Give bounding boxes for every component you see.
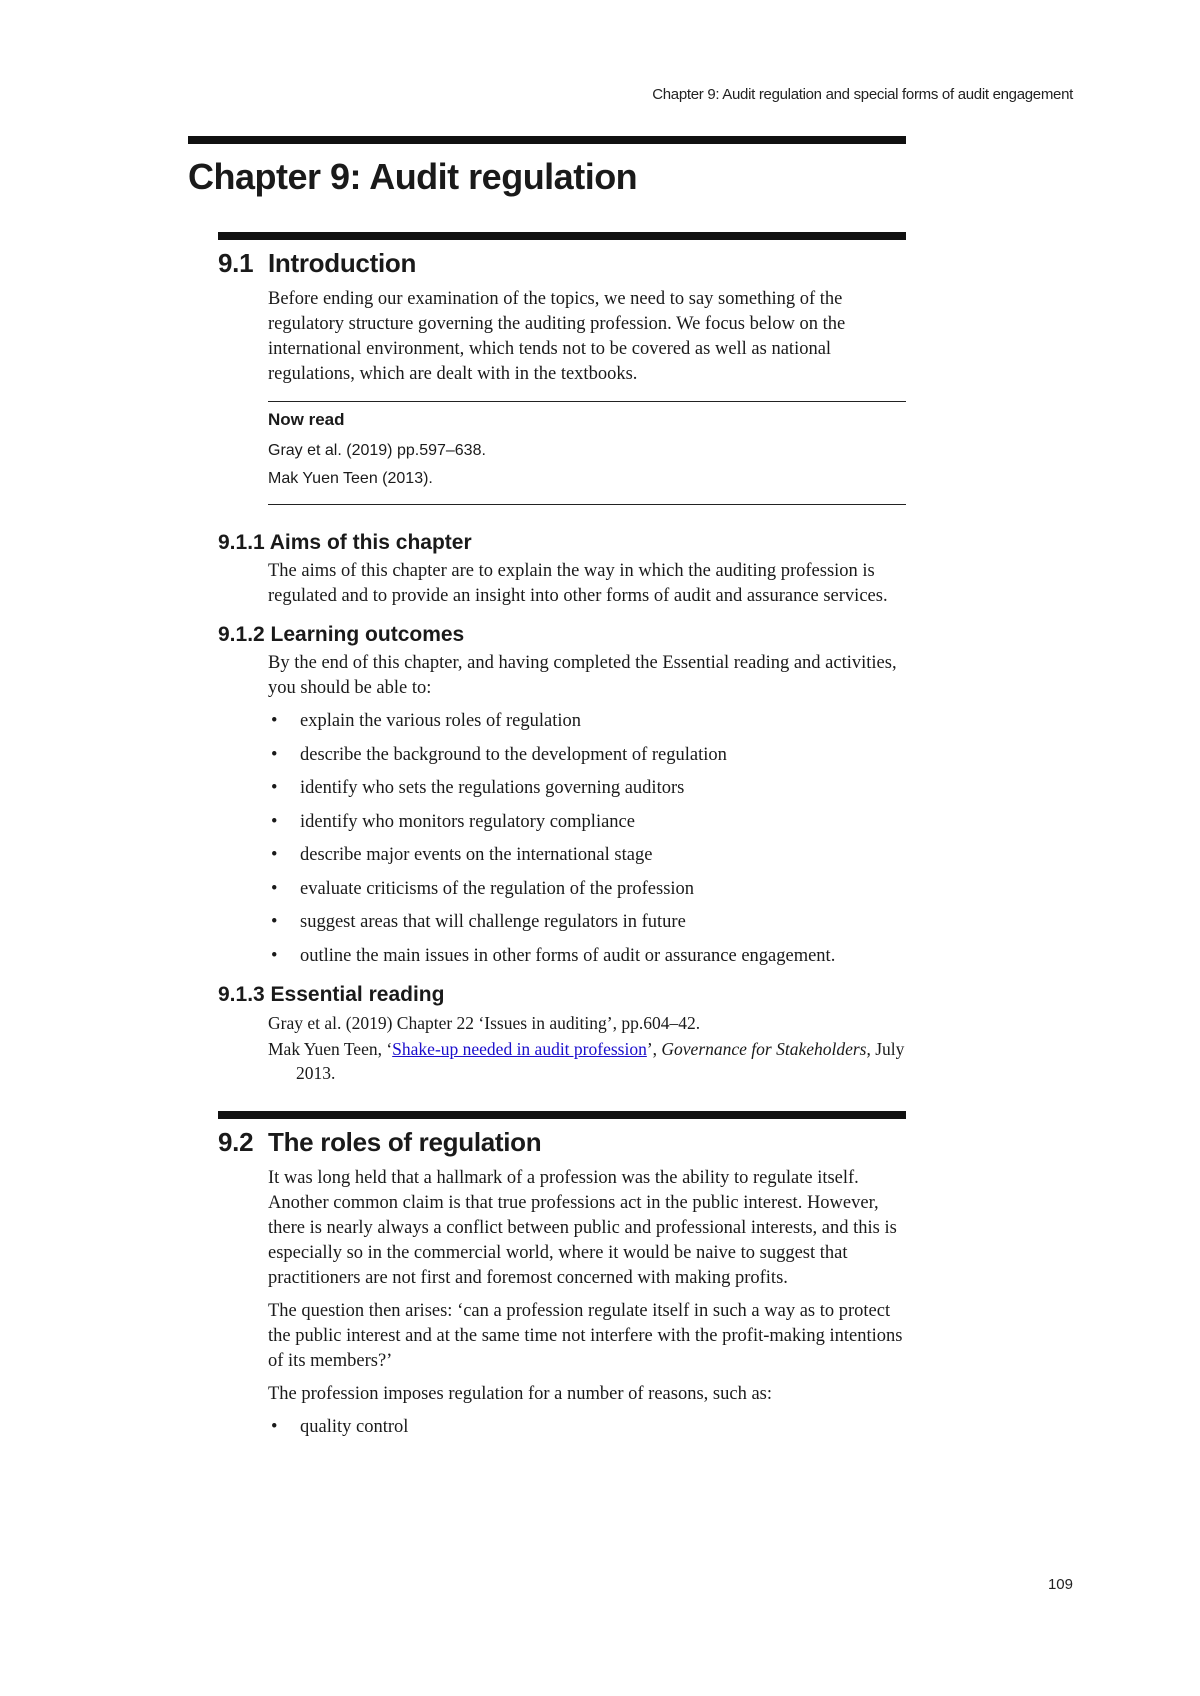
list-item: • explain the various roles of regulation: [268, 709, 906, 734]
subsection-heading-reading: 9.1.3 Essential reading: [218, 982, 445, 1006]
outcomes-list: [268, 709, 906, 969]
list-item: • identify who monitors regulatory compliance: [268, 810, 906, 835]
ref-journal: Governance for Stakeholders: [661, 1038, 867, 1059]
now-read-box: [268, 401, 906, 505]
section-9-1: [218, 232, 906, 1440]
now-read-ref: Gray et al. (2019) pp.597–638.: [268, 442, 486, 459]
section-rule: [218, 232, 906, 240]
list-item: • suggest areas that will challenge regulators in future: [268, 910, 906, 935]
section-title: The roles of regulation: [268, 1126, 542, 1157]
section-heading: [218, 248, 906, 279]
outcomes-intro: By the end of this chapter, and having completed the Essential reading and activities, you should be able to:: [268, 653, 897, 698]
chapter-title: Chapter 9: Audit regulation: [188, 156, 638, 197]
list-item: • identify who sets the regulations governing auditors: [268, 776, 906, 801]
subsection-heading-outcomes: 9.1.2 Learning outcomes: [218, 623, 465, 646]
list-item: • describe major events on the international stage: [268, 843, 906, 868]
page-number: 109: [1047, 1576, 1073, 1593]
ref-date: , July 2013.: [296, 1038, 905, 1083]
aims-paragraph: The aims of this chapter are to explain the way in which the auditing profession is regulated and to provide an insight into other forms of audit and assurance services.: [268, 561, 888, 606]
intro-paragraph: Before ending our examination of the topics, we need to say something of the regulatory structure governing the auditing profession. We focus below on the international environment, which tends not to be covered as well as national regulations, which are dealt with in the textbooks.: [268, 289, 846, 384]
ref-author: Mak Yuen Teen, ‘: [268, 1038, 393, 1059]
article-link[interactable]: Shake-up needed in audit profession: [392, 1038, 647, 1059]
now-read-ref: Mak Yuen Teen (2013).: [268, 470, 433, 487]
section-title: Introduction: [268, 248, 417, 278]
list-item: • outline the main issues in other forms of audit or assurance engagement.: [268, 944, 906, 969]
reading-ref: [268, 1037, 906, 1085]
reading-ref: Gray et al. (2019) Chapter 22 ‘Issues in auditing’, pp.604–42.: [268, 1012, 701, 1033]
section-number: 9.2: [218, 1126, 254, 1157]
body-paragraph: The question then arises: ‘can a profession regulate itself in such a way as to protect the public interest and at the same time not interfere with the profit-making intentions of its members?’: [268, 1300, 903, 1371]
body-paragraph: It was long held that a hallmark of a profession was the ability to regulate itself. Another common claim is that true professions act in the public interest. However, there is nearly always a conflict between public and professional interests, and this is especially so in the commercial world, where it would be naive to suggest that practitioners are not first and foremost concerned with making profits.: [268, 1167, 897, 1288]
list-item: • quality control: [268, 1415, 906, 1440]
list-item: • evaluate criticisms of the regulation of the profession: [268, 877, 906, 902]
reasons-list: [268, 1415, 906, 1440]
body-paragraph: The profession imposes regulation for a number of reasons, such as:: [268, 1383, 772, 1404]
subsection-heading-aims: 9.1.1 Aims of this chapter: [218, 531, 472, 554]
section-number: 9.1: [218, 248, 254, 278]
ref-separator: ’,: [646, 1038, 662, 1059]
chapter-rule: [188, 136, 906, 144]
running-head: Chapter 9: Audit regulation and special forms of audit engagement: [652, 86, 1073, 103]
page-content: [188, 136, 906, 1448]
essential-reading: [268, 1011, 906, 1085]
now-read-label: Now read: [268, 410, 345, 429]
section-heading: [218, 1127, 906, 1158]
section-rule: [218, 1111, 906, 1119]
list-item: • describe the background to the development of regulation: [268, 743, 906, 768]
